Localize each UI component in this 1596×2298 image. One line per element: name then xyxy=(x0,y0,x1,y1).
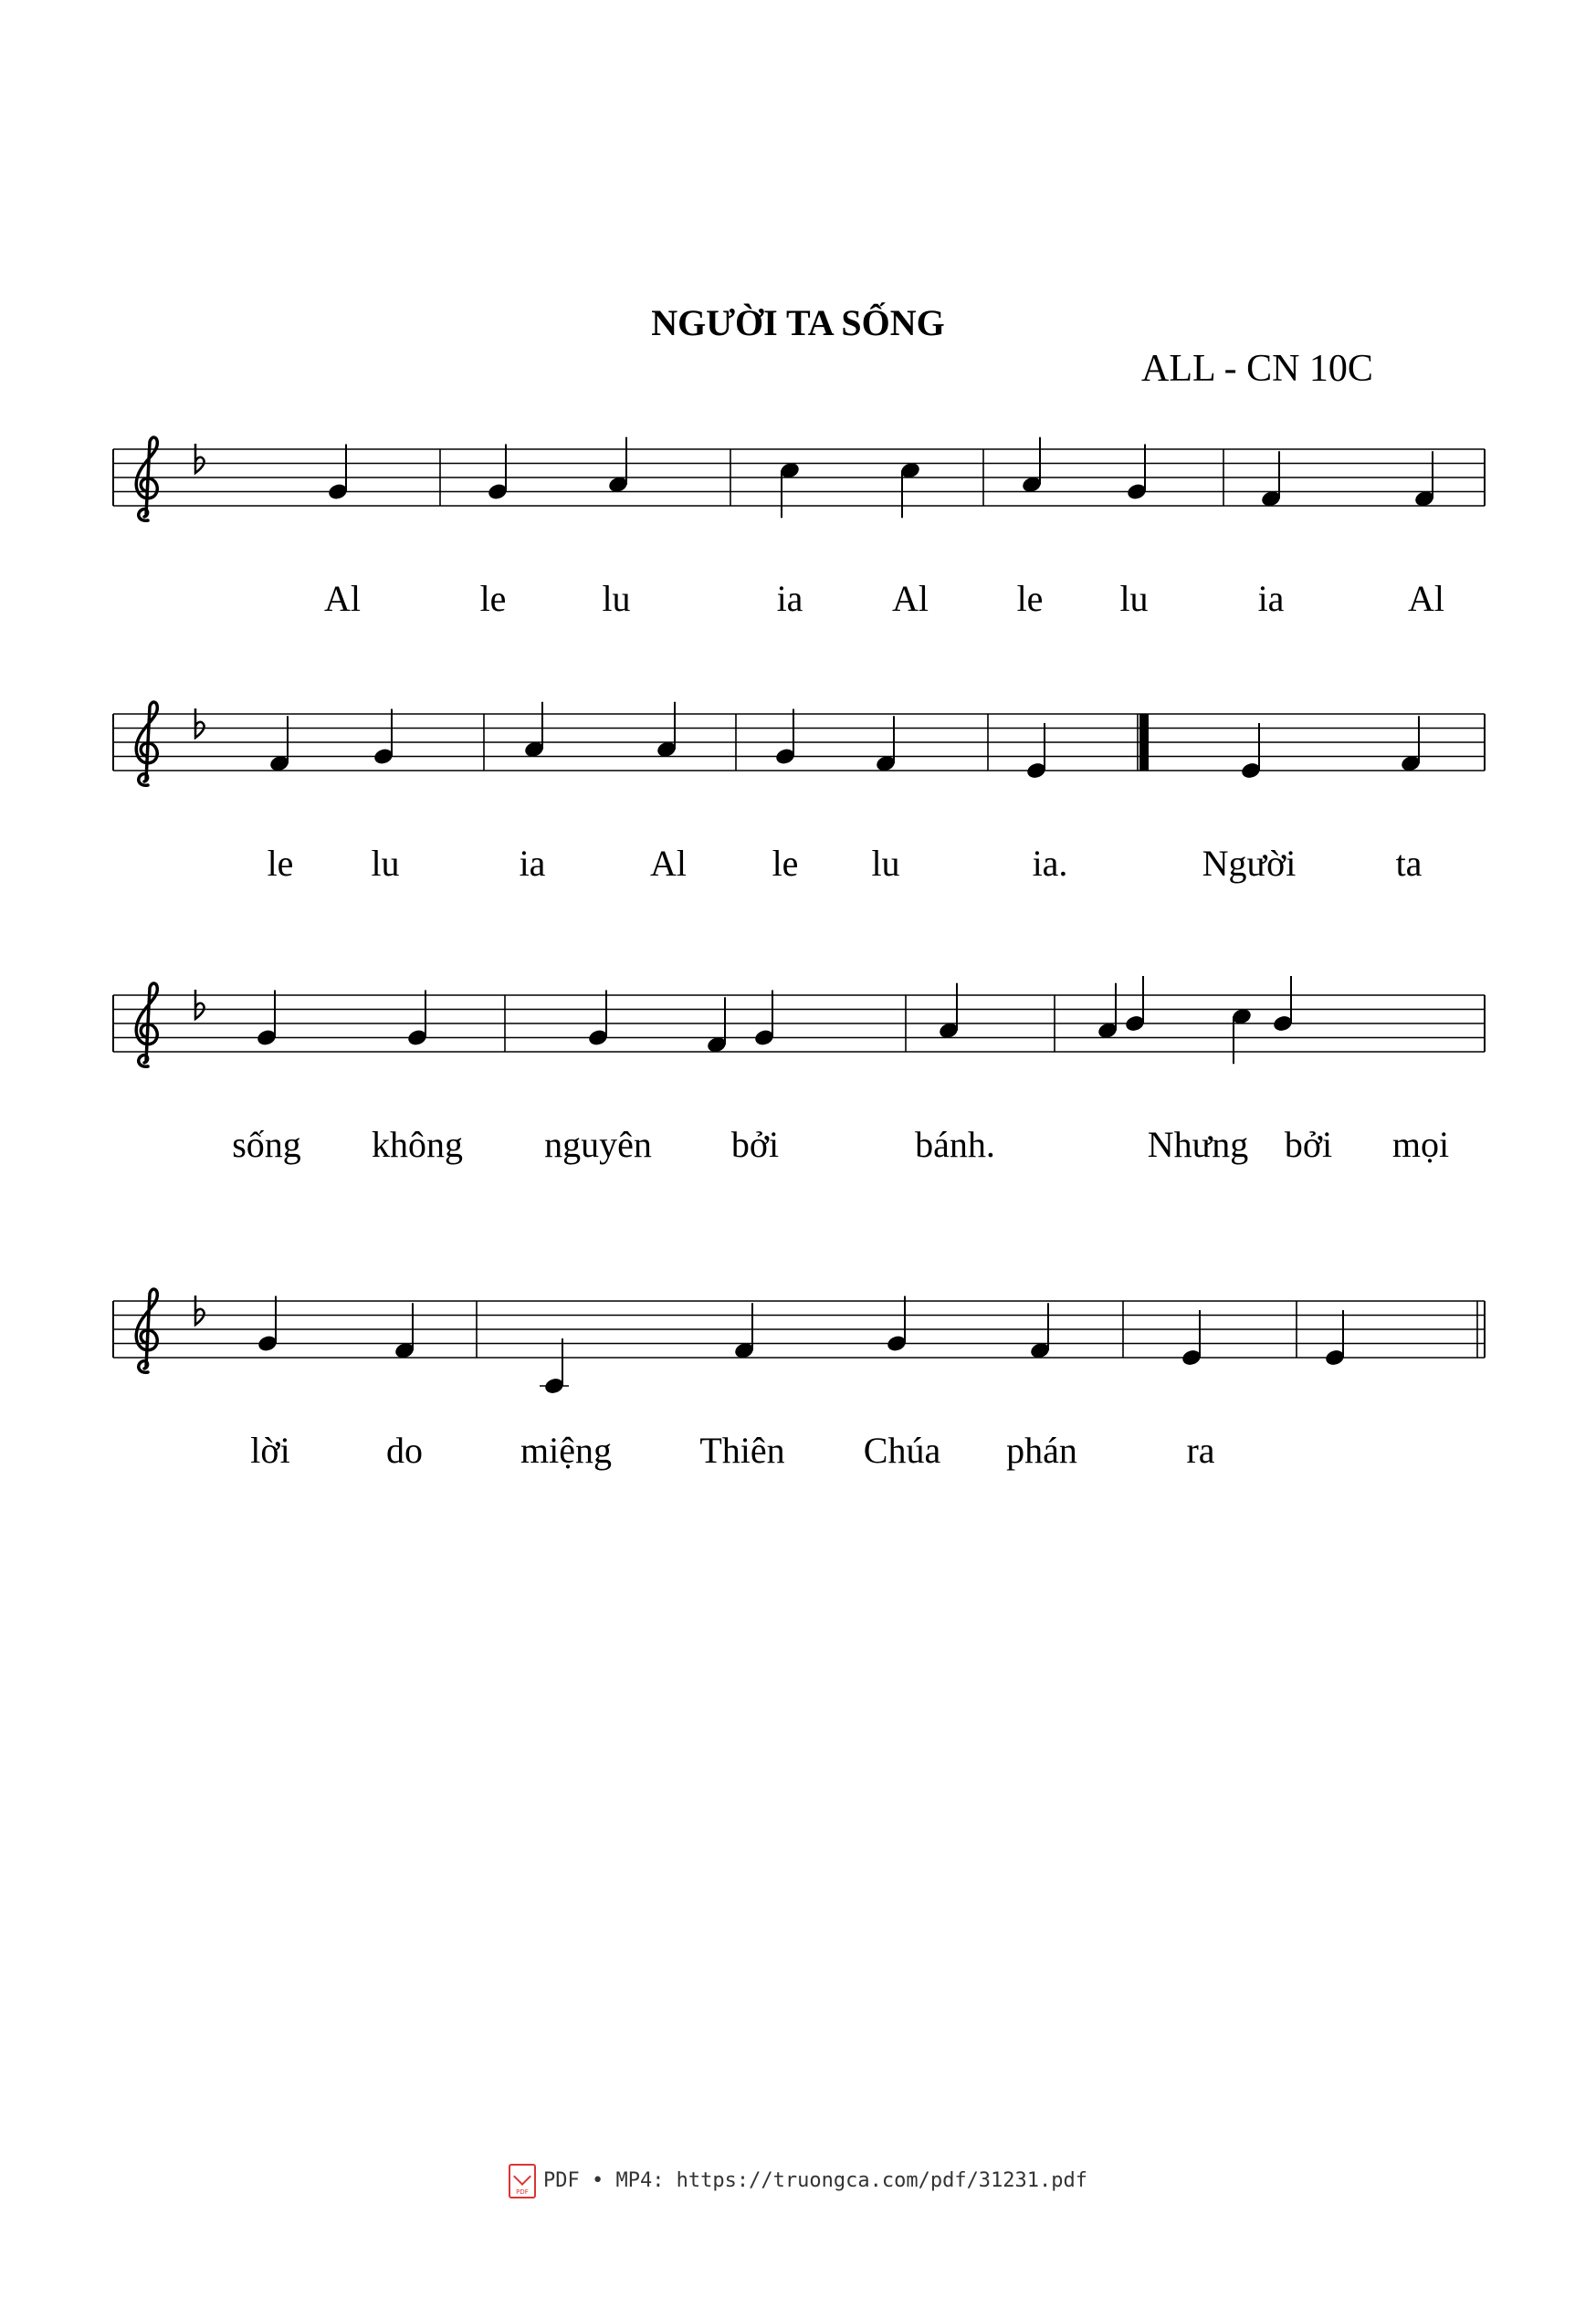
lyric-syllable: do xyxy=(386,1430,423,1471)
lyric-syllable: ia xyxy=(519,843,546,884)
lyric-syllable: bởi xyxy=(730,1124,780,1165)
lyric-syllable: le xyxy=(772,843,799,884)
footer-text: PDF • MP4: https://truongca.com/pdf/31231.pdf xyxy=(542,2169,1088,2192)
staff-system xyxy=(113,1289,1485,1395)
lyric-syllable: không xyxy=(372,1124,463,1165)
lyric-syllable: Nhưng xyxy=(1147,1124,1249,1165)
lyric-syllable: lu xyxy=(871,843,900,884)
lyric-syllable: phán xyxy=(1006,1430,1077,1471)
lyric-syllable: bởi xyxy=(1284,1124,1333,1165)
lyric-syllable: lu xyxy=(602,578,631,619)
lyric-syllable: le xyxy=(479,578,507,619)
lyric-syllable: Al xyxy=(1408,578,1444,619)
flat-sign-icon xyxy=(195,990,205,1019)
lyric-syllable: ra xyxy=(1186,1430,1215,1471)
flat-sign-icon xyxy=(195,708,205,738)
lyric-syllable: Al xyxy=(650,843,687,884)
song-title: NGƯỜI TA SỐNG xyxy=(651,302,945,343)
lyric-syllable: lu xyxy=(1119,578,1149,619)
lyric-syllable: lời xyxy=(250,1430,290,1471)
lyric-syllable: nguyên xyxy=(544,1124,652,1165)
lyric-syllable: miệng xyxy=(520,1430,612,1471)
staff-system xyxy=(113,976,1485,1066)
lyric-syllable: Al xyxy=(892,578,929,619)
flat-sign-icon xyxy=(195,444,205,473)
lyric-syllable: le xyxy=(267,843,294,884)
staff-system xyxy=(113,437,1485,521)
lyric-syllable: le xyxy=(1016,578,1044,619)
lyric-syllable: lu xyxy=(371,843,400,884)
lyric-syllable: Chúa xyxy=(863,1430,941,1471)
lyric-syllable: ia. xyxy=(1032,843,1068,884)
staff-system xyxy=(113,702,1485,786)
lyric-syllable: bánh. xyxy=(915,1124,995,1165)
flat-sign-icon xyxy=(195,1296,205,1325)
lyric-syllable: Thiên xyxy=(699,1430,785,1471)
lyric-syllable: mọi xyxy=(1391,1124,1450,1165)
song-subtitle: ALL - CN 10C xyxy=(1141,348,1373,390)
lyric-syllable: sống xyxy=(232,1124,301,1165)
pdf-file-icon: PDF xyxy=(509,2164,536,2198)
lyric-syllable: Al xyxy=(324,578,361,619)
lyric-syllable: Người xyxy=(1202,843,1297,884)
lyric-syllable: ia xyxy=(776,578,803,619)
lyric-syllable: ia xyxy=(1257,578,1285,619)
footer-link[interactable] xyxy=(0,2164,1596,2198)
lyric-syllable: ta xyxy=(1395,843,1423,884)
section-barline xyxy=(1139,714,1149,771)
